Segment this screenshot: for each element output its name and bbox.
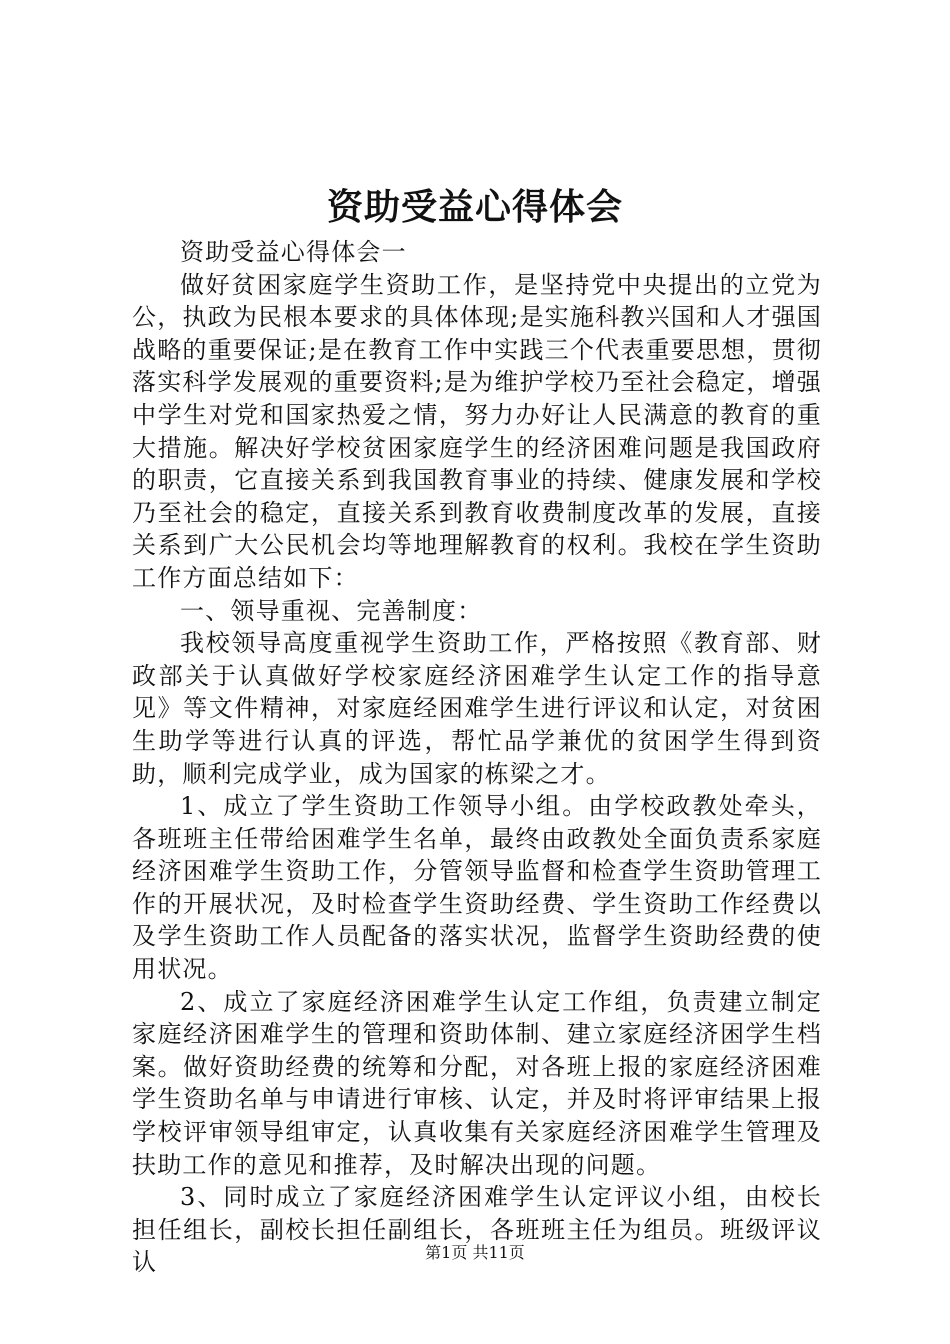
section-heading: 一、领导重视、完善制度： [180,596,483,625]
document-body [132,236,822,1279]
paragraph-leadership: 我校领导高度重视学生资助工作，严格按照《教育部、财政部关于认真做好学校家庭经济困难学生认定工作的指导意见》等文件精神，对家庭经困难学生进行评议和认定，对贫困生助学等进行认真的评选，帮忙品学兼优的贫困学生得到资助，顺利完成学业，成为国家的栋梁之才。 [132,629,822,788]
document-title: 资助受益心得体会 [326,186,623,228]
paragraph-subtitle: 资助受益心得体会一 [180,238,407,266]
page-footer: 第1页 共11页 [425,1243,525,1262]
paragraph-item-2: 2、成立了家庭经济困难学生认定工作组，负责建立制定家庭经济困难学生的管理和资助体制、建立家庭经济困学生档案。做好资助经费的统筹和分配，对各班上报的家庭经济困难学生资助名单与申请进行审核、认定，并及时将评审结果上报学校评审领导组审定，认真收集有关家庭经济困难学生管理及扶助工作的意见和推荐，及时解决出现的问题。 [132,987,822,1179]
paragraph-item-1: 1、成立了学生资助工作领导小组。由学校政教处牵头，各班班主任带给困难学生名单，最终由政教处全面负责系家庭经济困难学生资助工作，分管领导监督和检查学生资助管理工作的开展状况，及时检查学生资助经费、学生资助工作经费以及学生资助工作人员配备的落实状况，监督学生资助经费的使用状况。 [132,792,822,984]
paragraph-intro: 做好贫困家庭学生资助工作，是坚持党中央提出的立党为公，执政为民根本要求的具体体现;是实施科教兴国和人才强国战略的重要保证;是在教育工作中实践三个代表重要思想，贯彻落实科学发展观的重要资料;是为维护学校乃至社会稳定，增强中学生对党和国家热爱之情，努力办好让人民满意的教育的重大措施。解决好学校贫困家庭学生的经济困难问题是我国政府的职责，它直接关系到我国教育事业的持续、健康发展和学校乃至社会的稳定，直接关系到教育收费制度改革的发展，直接关系到广大公民机会均等地理解教育的权利。我校在学生资助工作方面总结如下： [132,270,822,592]
paragraph-item-3: 3、同时成立了家庭经济困难学生认定评议小组，由校长担任组长，副校长担任副组长，各班班主任为组员。班级评议认 [132,1183,822,1277]
